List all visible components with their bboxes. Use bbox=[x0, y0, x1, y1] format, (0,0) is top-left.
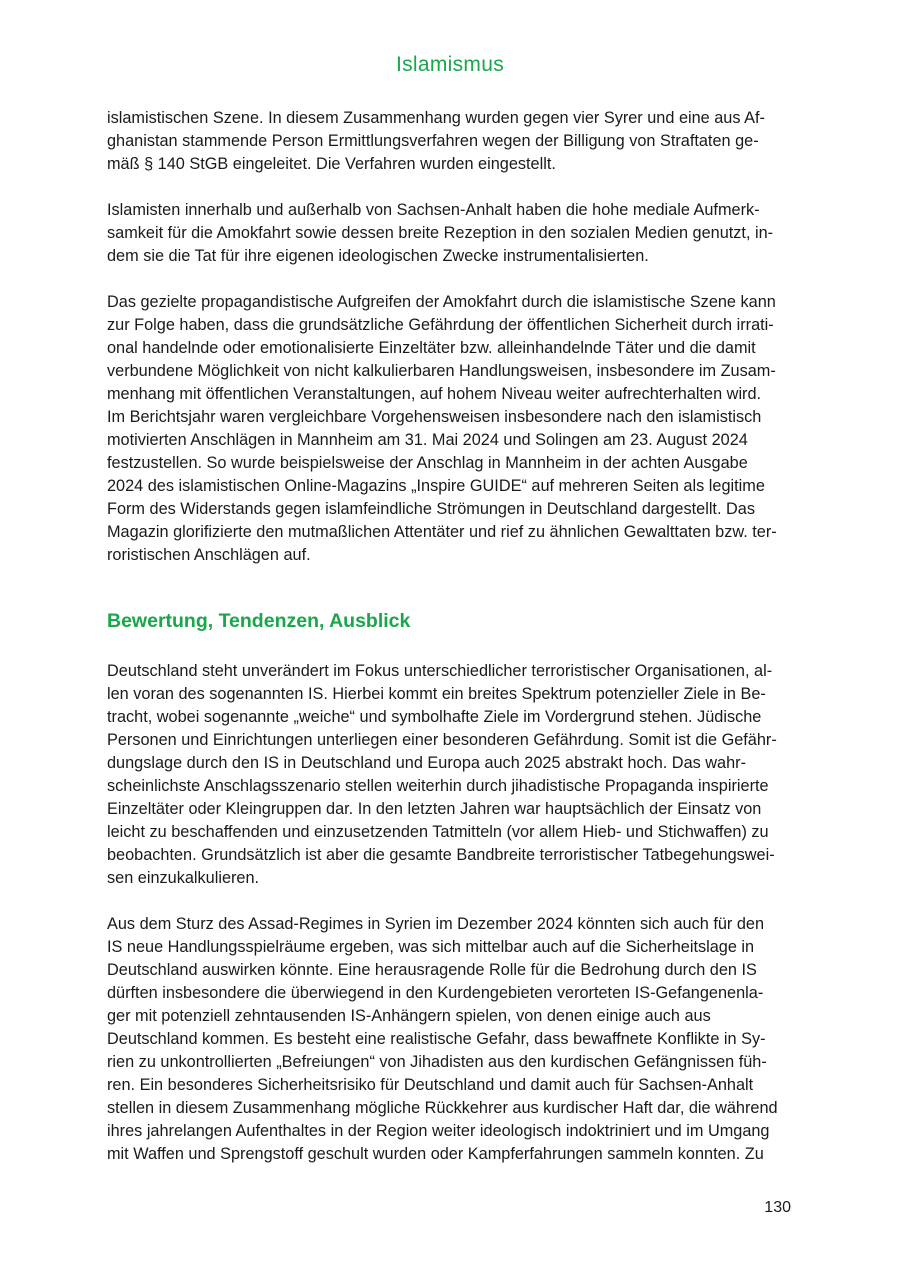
text-line: ihres jahrelangen Aufenthaltes in der Region weiter ideologisch indoktriniert und im Umgang bbox=[107, 1122, 770, 1140]
paragraph-3 bbox=[107, 291, 793, 567]
text-line: Islamisten innerhalb und außerhalb von Sachsen-Anhalt haben die hohe mediale Aufmerk- bbox=[107, 201, 760, 219]
text-line: beobachten. Grundsätzlich ist aber die gesamte Bandbreite terroristischer Tatbegehungswei- bbox=[107, 846, 775, 864]
text-line: roristischen Anschlägen auf. bbox=[107, 546, 311, 564]
paragraph-5 bbox=[107, 913, 793, 1166]
text-line: dungslage durch den IS in Deutschland und Europa auch 2025 abstrakt hoch. Das wahr- bbox=[107, 754, 746, 772]
text-line: Deutschland steht unverändert im Fokus unterschiedlicher terroristischer Organisationen, al- bbox=[107, 662, 773, 680]
text-line: scheinlichste Anschlagsszenario stellen weiterhin durch jihadistische Propaganda inspirierte bbox=[107, 777, 769, 795]
text-line: onal handelnde oder emotionalisierte Einzeltäter bzw. alleinhandelnde Täter und die damit bbox=[107, 339, 756, 357]
text-line: dem sie die Tat für ihre eigenen ideologischen Zwecke instrumentalisierten. bbox=[107, 247, 649, 265]
text-line: menhang mit öffentlichen Veranstaltungen, auf hohem Niveau weiter aufrechterhalten wird. bbox=[107, 385, 762, 403]
section-heading: Bewertung, Tendenzen, Ausblick bbox=[107, 610, 411, 632]
text-line: mit Waffen und Sprengstoff geschult wurden oder Kampferfahrungen sammeln konnten. Zu bbox=[107, 1145, 764, 1163]
text-line: Magazin glorifizierte den mutmaßlichen Attentäter und rief zu ähnlichen Gewalttaten bzw. ter- bbox=[107, 523, 777, 541]
text-line: IS neue Handlungsspielräume ergeben, was sich mittelbar auch auf die Sicherheitslage in bbox=[107, 938, 755, 956]
text-line: stellen in diesem Zusammenhang mögliche Rückkehrer aus kurdischer Haft dar, die während bbox=[107, 1099, 778, 1117]
text-line: mäß § 140 StGB eingeleitet. Die Verfahren wurden eingestellt. bbox=[107, 155, 556, 173]
text-line: islamistischen Szene. In diesem Zusammenhang wurden gegen vier Syrer und eine aus Af- bbox=[107, 109, 765, 127]
text-line: tracht, wobei sogenannte „weiche“ und symbolhafte Ziele im Vordergrund stehen. Jüdische bbox=[107, 708, 762, 726]
text-line: Aus dem Sturz des Assad-Regimes in Syrien im Dezember 2024 könnten sich auch für den bbox=[107, 915, 765, 933]
paragraph-2 bbox=[107, 199, 793, 268]
text-line: zur Folge haben, dass die grundsätzliche Gefährdung der öffentlichen Sicherheit durch irrati- bbox=[107, 316, 774, 334]
paragraph-1 bbox=[107, 107, 793, 176]
text-line: leicht zu beschaffenden und einzusetzenden Tatmitteln (vor allem Hieb- und Stichwaffen) zu bbox=[107, 823, 769, 841]
page-number: 130 bbox=[764, 1199, 791, 1216]
text-line: 2024 des islamistischen Online-Magazins „Inspire GUIDE“ auf mehreren Seiten als legitime bbox=[107, 477, 765, 495]
text-line: Personen und Einrichtungen unterliegen einer besonderen Gefährdung. Somit ist die Gefähr- bbox=[107, 731, 777, 749]
text-line: rien zu unkontrollierten „Befreiungen“ von Jihadisten aus den kurdischen Gefängnissen füh- bbox=[107, 1053, 767, 1071]
text-line: Im Berichtsjahr waren vergleichbare Vorgehensweisen insbesondere nach den islamistisch bbox=[107, 408, 762, 426]
text-line: Deutschland kommen. Es besteht eine realistische Gefahr, dass bewaffnete Konflikte in Sy- bbox=[107, 1030, 766, 1048]
text-line: ger mit potenziell zehntausenden IS-Anhängern spielen, von denen einige auch aus bbox=[107, 1007, 711, 1025]
text-line: len voran des sogenannten IS. Hierbei kommt ein breites Spektrum potenzieller Ziele in Be- bbox=[107, 685, 766, 703]
text-line: ren. Ein besonderes Sicherheitsrisiko für Deutschland und damit auch für Sachsen-Anhalt bbox=[107, 1076, 754, 1094]
running-header-title: Islamismus bbox=[395, 53, 504, 76]
text-line: Das gezielte propagandistische Aufgreifen der Amokfahrt durch die islamistische Szene kann bbox=[107, 293, 776, 311]
text-line: Einzeltäter oder Kleingruppen dar. In den letzten Jahren war hauptsächlich der Einsatz von bbox=[107, 800, 762, 818]
paragraph-4 bbox=[107, 660, 793, 890]
text-line: festzustellen. So wurde beispielsweise der Anschlag in Mannheim in der achten Ausgabe bbox=[107, 454, 748, 472]
text-line: Form des Widerstands gegen islamfeindliche Strömungen in Deutschland dargestellt. Das bbox=[107, 500, 755, 518]
text-line: sen einzukalkulieren. bbox=[107, 869, 260, 887]
text-line: ghanistan stammende Person Ermittlungsverfahren wegen der Billigung von Straftaten ge- bbox=[107, 132, 759, 150]
text-line: samkeit für die Amokfahrt sowie dessen breite Rezeption in den sozialen Medien genutzt, in- bbox=[107, 224, 774, 242]
text-line: Deutschland auswirken könnte. Eine herausragende Rolle für die Bedrohung durch den IS bbox=[107, 961, 757, 979]
text-line: dürften insbesondere die überwiegend in den Kurdengebieten verorteten IS-Gefangenenla- bbox=[107, 984, 764, 1002]
text-line: verbundene Möglichkeit von nicht kalkulierbaren Handlungsweisen, insbesondere im Zusam- bbox=[107, 362, 776, 380]
text-line: motivierten Anschlägen in Mannheim am 31. Mai 2024 und Solingen am 23. August 2024 bbox=[107, 431, 748, 449]
